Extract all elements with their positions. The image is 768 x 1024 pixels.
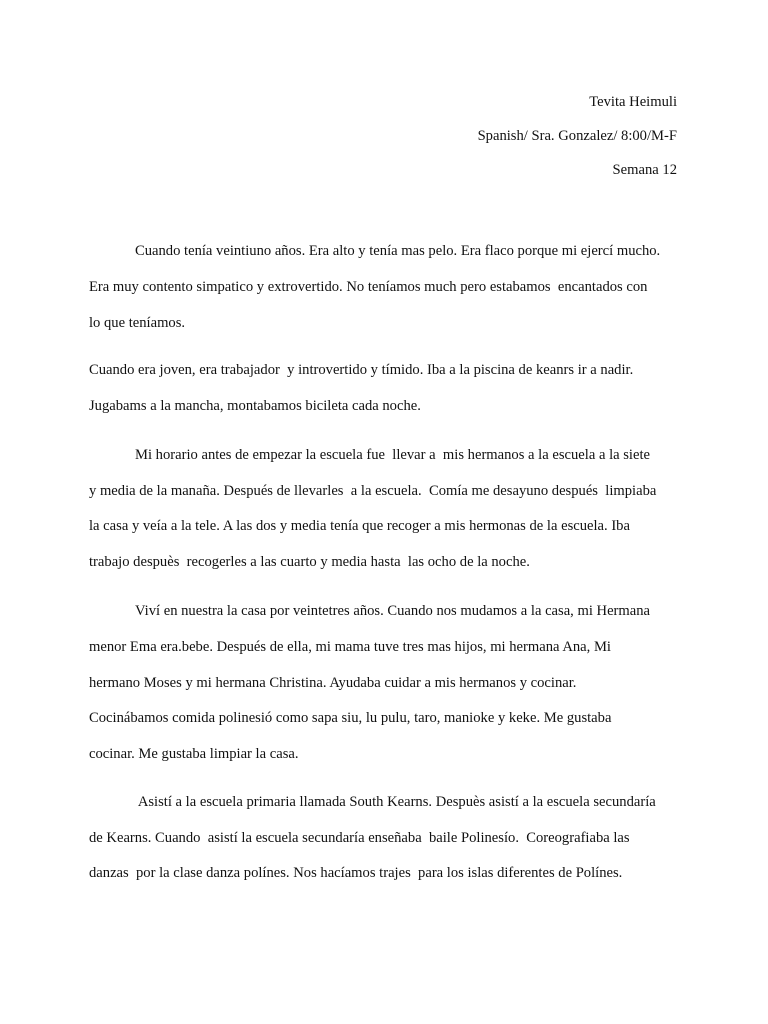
- text-line: lo que teníamos.: [89, 315, 186, 331]
- text-line: cocinar. Me gustaba limpiar la casa.: [89, 746, 299, 762]
- text-line: y media de la manaña. Después de llevarles a la escuela. Comía me desayuno después limpiaba: [89, 483, 657, 499]
- text-line: Asistí a la escuela primaria llamada South Kearns. Despuès asistí a la escuela secundaría: [135, 794, 656, 810]
- text-line: Jugabams a la mancha, montabamos bicileta cada noche.: [89, 398, 421, 414]
- week-label: Semana 12: [612, 162, 677, 178]
- course-info: Spanish/ Sra. Gonzalez/ 8:00/M-F: [477, 128, 677, 144]
- author-name: Tevita Heimuli: [589, 94, 677, 110]
- text-line: Viví en nuestra la casa por veintetres años. Cuando nos mudamos a la casa, mi Hermana: [135, 603, 651, 619]
- text-line: danzas por la clase danza polínes. Nos hacíamos trajes para los islas diferentes de Polínes.: [89, 865, 623, 881]
- text-line: de Kearns. Cuando asistí la escuela secundaría enseñaba baile Polinesío. Coreografiaba las: [89, 830, 630, 846]
- text-line: Mi horario antes de empezar la escuela fue llevar a mis hermanos a la escuela a la siete: [135, 447, 650, 463]
- text-line: Cuando tenía veintiuno años. Era alto y tenía mas pelo. Era flaco porque mi ejercí mucho.: [135, 243, 661, 259]
- text-line: hermano Moses y mi hermana Christina. Ayudaba cuidar a mis hermanos y cocinar.: [89, 675, 577, 691]
- text-line: menor Ema era.bebe. Después de ella, mi mama tuve tres mas hijos, mi hermana Ana, Mi: [89, 639, 611, 655]
- text-line: la casa y veía a la tele. A las dos y media tenía que recoger a mis hermonas de la escuela. Iba: [89, 518, 630, 534]
- text-line: trabajo despuès recogerles a las cuarto y media hasta las ocho de la noche.: [89, 554, 530, 570]
- text-line: Era muy contento simpatico y extrovertido. No teníamos much pero estabamos encantados con: [89, 279, 648, 295]
- text-line: Cocinábamos comida polinesió como sapa siu, lu pulu, taro, manioke y keke. Me gustaba: [89, 710, 612, 726]
- text-line: Cuando era joven, era trabajador y introvertido y tímido. Iba a la piscina de keanrs ir a nadir.: [89, 362, 634, 378]
